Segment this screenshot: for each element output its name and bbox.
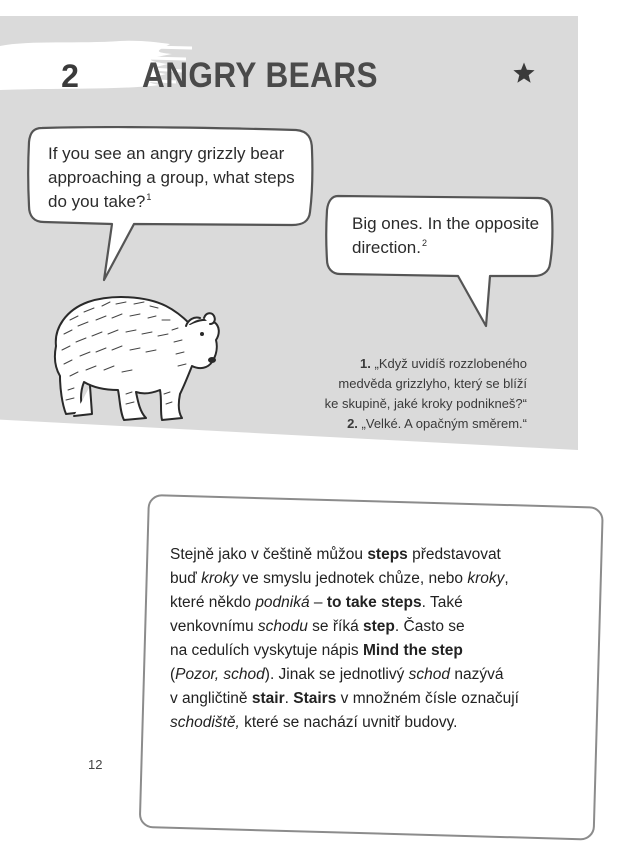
footnote-mark-2: 2	[421, 238, 427, 249]
footnotes: 1. „Když uvidíš rozzlobeného medvěda grizzlyho, který se blíží ke skupině, jaké kroky podnikneš?“ 2. „Velké. A opačným směrem.“	[267, 354, 527, 434]
explanation-line: venkovnímu schodu se říká step. Často se	[170, 618, 465, 635]
explanation-line: schodiště, které se nachází uvnitř budovy.	[170, 714, 458, 731]
question-text: If you see an angry grizzly bear approaching a group, what steps do you take?$^1$	[48, 144, 295, 211]
page-number: 12	[88, 757, 103, 772]
footnote-2: 2. „Velké. A opačným směrem.“	[347, 416, 527, 431]
explanation-line: které někdo podniká – to take steps. Také	[170, 594, 463, 611]
bear-illustration	[50, 290, 225, 425]
explanation-line: (Pozor, schod). Jinak se jednotlivý schod nazývá	[170, 666, 504, 683]
explanation-line: na cedulích vyskytuje nápis Mind the step	[170, 642, 463, 659]
chapter-number: 2	[61, 58, 79, 94]
star-icon	[512, 61, 536, 85]
explanation-line: Stejně jako v češtině můžou steps představovat	[170, 546, 501, 563]
explanation-text	[170, 543, 570, 735]
answer-text: Big ones. In the opposite direction.$^2$	[352, 214, 540, 257]
footnote-mark-1: 1	[146, 192, 152, 203]
explanation-line: buď kroky ve smyslu jednotek chůze, nebo kroky,	[170, 570, 509, 587]
explanation-line: v angličtině stair. Stairs v množném čísle označují	[170, 690, 519, 707]
chapter-title: ANGRY BEARS	[142, 56, 378, 95]
footnote-1: 1. „Když uvidíš rozzlobeného	[360, 356, 527, 371]
